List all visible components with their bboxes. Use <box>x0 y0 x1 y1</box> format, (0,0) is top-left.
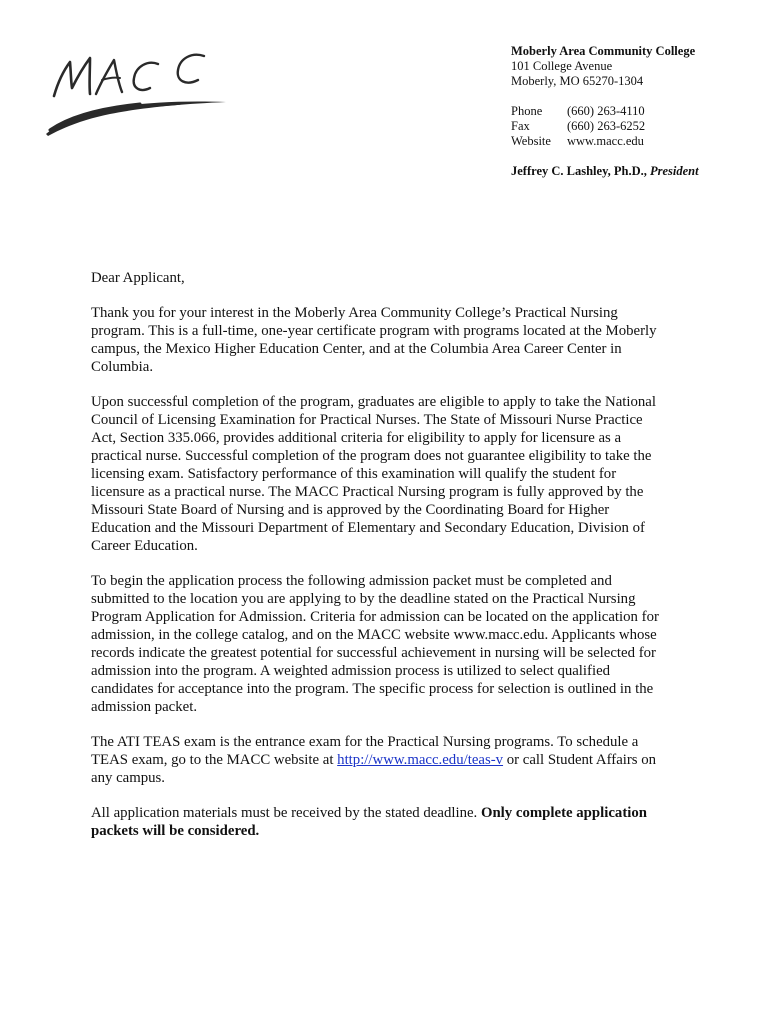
deadline-text: All application materials must be received by the stated deadline. <box>91 805 481 821</box>
paragraph-line: Missouri State Board of Nursing and is approved by the Coordinating Board for Higher <box>91 502 610 518</box>
paragraph-line: Upon successful completion of the program, graduates are eligible to apply to take the National <box>91 394 656 410</box>
website-url: www.macc.edu <box>567 134 644 148</box>
letterhead-address <box>511 44 751 179</box>
paragraph-line: licensure as a practical nurse. The MACC Practical Nursing program is fully approved by the <box>91 484 644 500</box>
paragraph-intro <box>91 304 691 376</box>
letter-body <box>91 269 691 857</box>
paragraph-line: Thank you for your interest in the Moberly Area Community College’s Practical Nursing <box>91 305 618 321</box>
paragraph-line: program. This is a full-time, one-year certificate program with programs located at the Moberly <box>91 323 657 339</box>
paragraph-line: admission into the program. A weighted admission process is utilized to select qualified <box>91 663 611 679</box>
paragraph-line: Program Application for Admission. Criteria for admission can be located on the application for <box>91 609 659 625</box>
city-state-zip: Moberly, MO 65270-1304 <box>511 74 644 88</box>
fax-row <box>511 119 751 134</box>
paragraph-line: Council of Licensing Examination for Practical Nurses. The State of Missouri Nurse Practice <box>91 412 643 428</box>
paragraph-deadline <box>91 804 691 840</box>
deadline-emphasis-continued: packets will be considered. <box>91 823 260 839</box>
president-title: President <box>650 164 699 178</box>
phone-number: (660) 263-4110 <box>567 104 645 118</box>
deadline-emphasis: Only complete application <box>480 805 647 821</box>
paragraph-line: candidates for acceptance into the program. The specific process for selection is outlined in the <box>91 681 654 697</box>
paragraph-line: Career Education. <box>91 538 198 554</box>
paragraph-teas-exam <box>91 733 691 787</box>
website-label: Website <box>511 134 551 148</box>
paragraph-application-process <box>91 572 691 716</box>
paragraph-line: Education and the Missouri Department of Elementary and Secondary Education, Division of <box>91 520 645 536</box>
paragraph-line: Columbia. <box>91 359 154 375</box>
paragraph-line: The ATI TEAS exam is the entrance exam for the Practical Nursing programs. To schedule a <box>91 734 639 750</box>
president-name: Jeffrey C. Lashley, Ph.D., <box>511 164 647 178</box>
paragraph-line: To begin the application process the following admission packet must be completed and <box>91 573 612 589</box>
paragraph-line: submitted to the location you are applying to by the deadline stated on the Practical Nursing <box>91 591 636 607</box>
paragraph-line: practical nurse. Successful completion of the program does not guarantee eligibility to take the <box>91 448 652 464</box>
fax-number: (660) 263-6252 <box>567 119 646 133</box>
fax-label: Fax <box>511 119 530 133</box>
paragraph-line: campus, the Mexico Higher Education Center, and at the Columbia Area Career Center in <box>91 341 622 357</box>
president-line <box>511 164 751 179</box>
paragraph-line: any campus. <box>91 770 165 786</box>
paragraph-line <box>91 751 691 769</box>
paragraph-line: licensing exam. Satisfactory performance of this examination will qualify the student for <box>91 466 617 482</box>
paragraph-line: admission, in the college catalog, and on the MACC website www.macc.edu. Applicants whose <box>91 627 657 643</box>
paragraph-line: records indicate the greatest potential for successful achievement in nursing will be selected for <box>91 645 656 661</box>
phone-label: Phone <box>511 104 543 118</box>
paragraph-licensure <box>91 393 691 555</box>
website-row <box>511 134 751 149</box>
paragraph-line: Act, Section 335.066, provides additional criteria for eligibility to apply for licensure as a <box>91 430 622 446</box>
macc-logo <box>40 38 235 138</box>
teas-text-before-link: TEAS exam, go to the MACC website at <box>91 752 338 768</box>
teas-text-after-link: or call Student Affairs on <box>503 752 657 768</box>
college-name: Moberly Area Community College <box>511 44 696 58</box>
paragraph-line <box>91 804 691 822</box>
salutation: Dear Applicant, <box>91 270 185 286</box>
paragraph-line: admission packet. <box>91 699 198 715</box>
street-address: 101 College Avenue <box>511 59 613 73</box>
phone-row <box>511 104 751 119</box>
teas-link[interactable]: http://www.macc.edu/teas-v <box>337 752 504 768</box>
